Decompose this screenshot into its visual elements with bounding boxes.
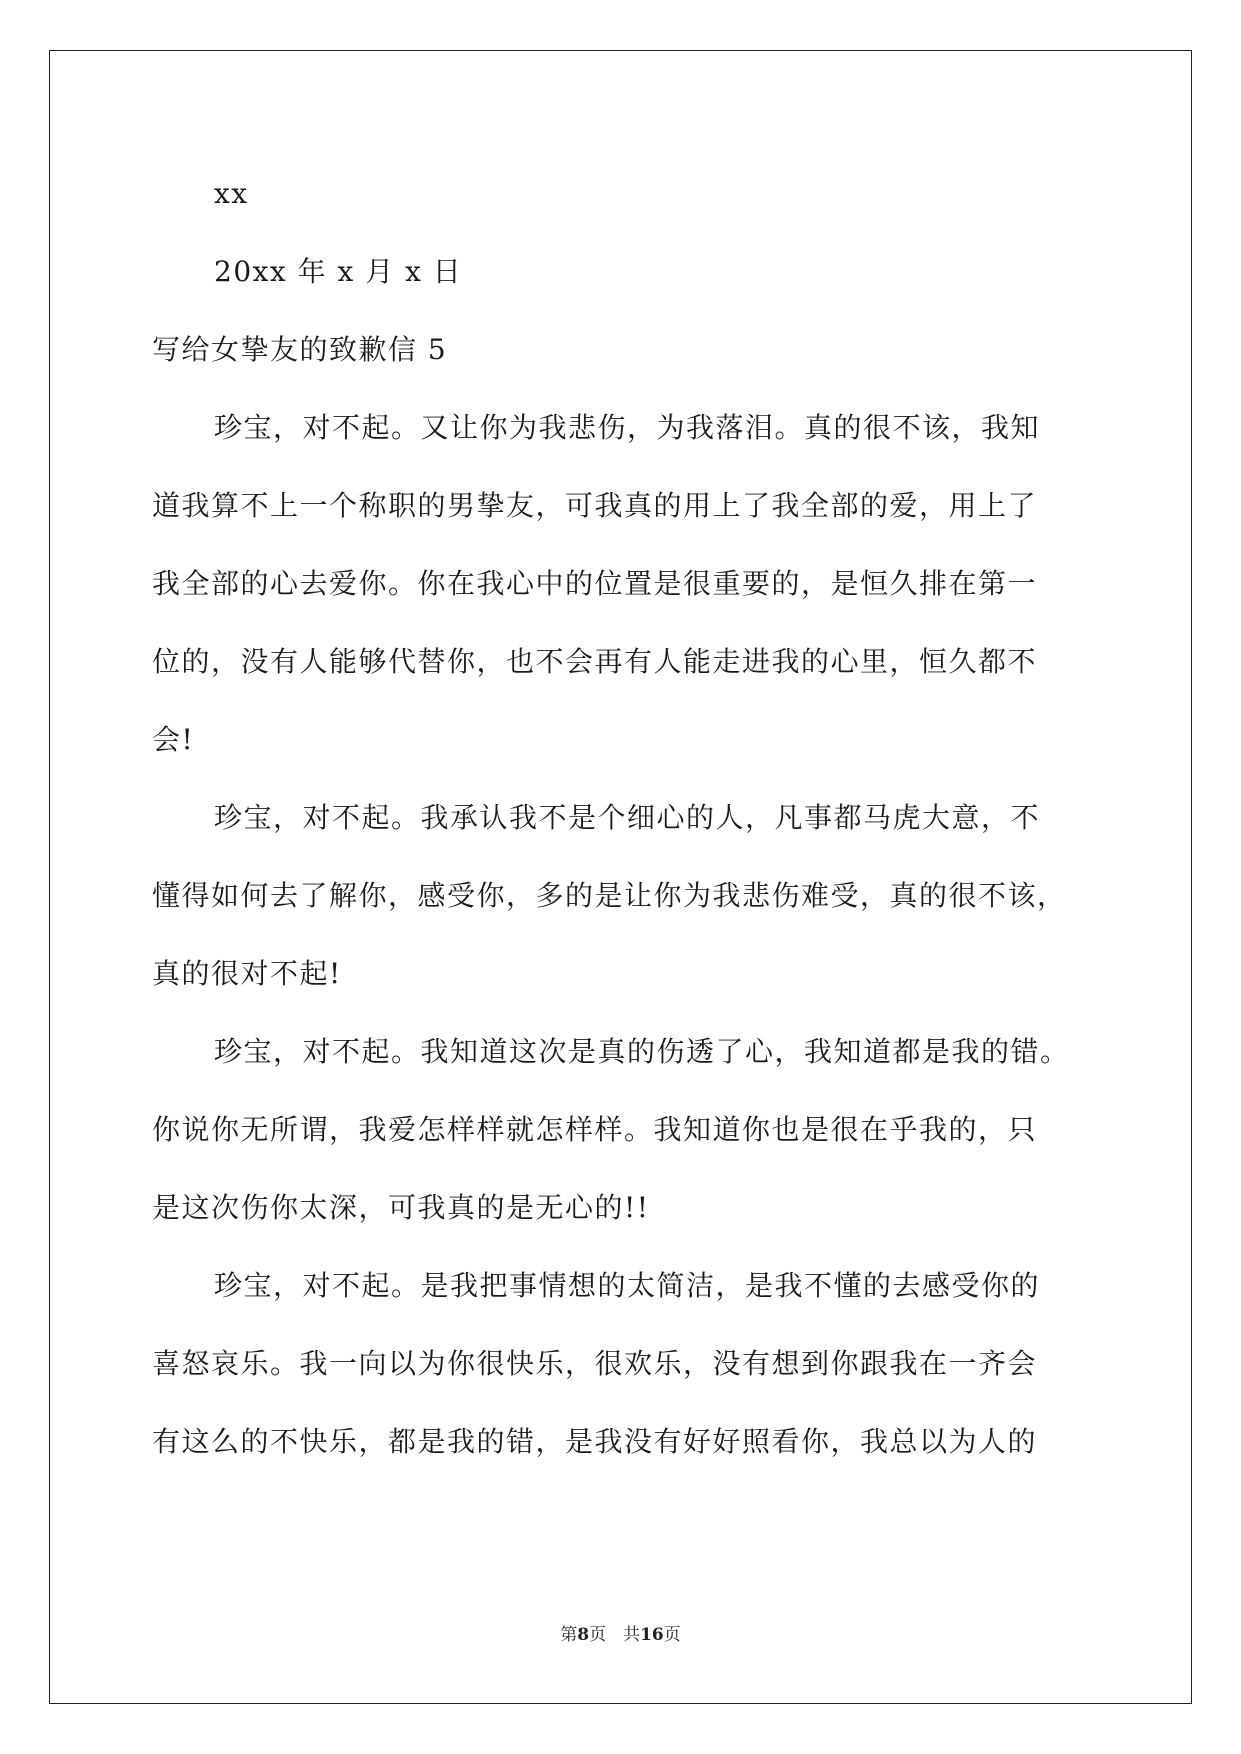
- page-suffix: 页: [663, 1625, 681, 1645]
- page-mid: 页 共: [589, 1625, 641, 1645]
- paragraph-line: 位的，没有人能够代替你，也不会再有人能走进我的心里，恒久都不: [152, 645, 1038, 678]
- paragraph-line: 我全部的心去爱你。你在我心中的位置是很重要的，是恒久排在第一: [152, 567, 1038, 600]
- letter-title: 写给女挚友的致歉信 5: [152, 333, 448, 366]
- paragraph-line: 珍宝，对不起。是我把事情想的太简洁，是我不懂的去感受你的: [214, 1269, 1041, 1302]
- paragraph-line: 道我算不上一个称职的男挚友，可我真的用上了我全部的爱，用上了: [152, 489, 1038, 522]
- paragraph-line: 真的很对不起!: [152, 957, 342, 990]
- paragraph-line: 有这么的不快乐，都是我的错，是我没有好好照看你，我总以为人的: [152, 1425, 1038, 1458]
- paragraph-line: 珍宝，对不起。我承认我不是个细心的人，凡事都马虎大意，不: [214, 801, 1041, 834]
- current-page-number: 8: [577, 1625, 590, 1645]
- total-page-number: 16: [640, 1625, 664, 1645]
- signature: xx: [214, 177, 249, 210]
- paragraph-line: 珍宝，对不起。又让你为我悲伤，为我落泪。真的很不该，我知: [214, 411, 1041, 444]
- page-prefix: 第: [560, 1625, 578, 1645]
- paragraph-line: 珍宝，对不起。我知道这次是真的伤透了心，我知道都是我的错。: [214, 1035, 1070, 1068]
- paragraph-line: 是这次伤你太深，可我真的是无心的!!: [152, 1191, 650, 1224]
- paragraph-line: 懂得如何去了解你，感受你，多的是让你为我悲伤难受，真的很不该，: [152, 879, 1067, 912]
- paragraph-line: 喜怒哀乐。我一向以为你很快乐，很欢乐，没有想到你跟我在一齐会: [152, 1347, 1038, 1380]
- date-line: 20xx 年 x 月 x 日: [214, 255, 463, 288]
- page-number-footer: [0, 1624, 1241, 1646]
- paragraph-line: 你说你无所谓，我爱怎样样就怎样样。我知道你也是很在乎我的，只: [152, 1113, 1038, 1146]
- paragraph-line: 会!: [152, 723, 195, 756]
